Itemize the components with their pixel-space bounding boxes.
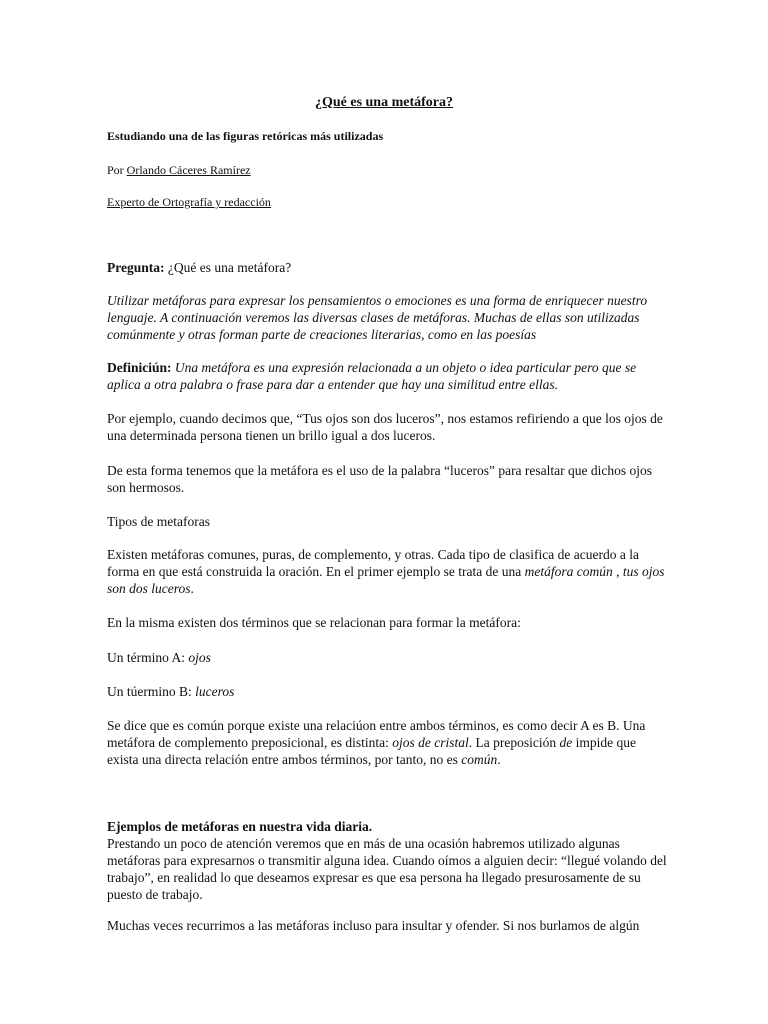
types-paragraph: [107, 546, 667, 597]
types-italic-2: tus ojos son dos luceros: [107, 564, 665, 596]
types-italic-1: metáfora común: [524, 564, 613, 579]
byline: [107, 162, 667, 179]
form-paragraph: De esta forma tenemos que la metáfora es el uso de la palabra “luceros” para resaltar que dichos ojos son hermosos.: [107, 463, 653, 495]
examples-paragraph: Prestando un poco de atención veremos que en más de una ocasión habremos utilizado algunas metáforas para expresarnos o transmitir alguna idea. Cuando oímos a alguien decir: “llegué volando del trabajo”, en realidad lo que deseamos expresar es que esa persona ha llegado presurosamente de su puesto de trabajo.: [107, 836, 667, 902]
common-italic-1: ojos de cristal: [392, 735, 469, 750]
definition-label: Definiciún:: [107, 360, 172, 375]
types-text-2: ,: [612, 564, 623, 579]
term-a-value: ojos: [188, 650, 211, 665]
last-paragraph: Muchas veces recurrimos a las metáforas incluso para insultar y ofender. Si nos burlamos de algún: [107, 918, 640, 933]
types-heading: Tipos de metaforas: [107, 514, 210, 529]
intro-paragraph: Utilizar metáforas para expresar los pensamientos o emociones es una forma de enriquecer nuestro lenguaje. A continuación veremos las diversas clases de metáforas. Muchas de ellas son utilizadas comúnmente y otras forman parte de creaciones literarias, como en las poesías: [107, 293, 648, 342]
term-a: [107, 649, 667, 666]
page-title: ¿Qué es una metáfora?: [314, 95, 454, 110]
common-text-3: impide que exista una directa relación entre ambos términos, por tanto, no es: [107, 735, 637, 767]
common-paragraph: [107, 717, 667, 768]
common-text-2: . La preposición: [468, 735, 560, 750]
term-b-value: luceros: [195, 684, 235, 699]
term-a-label: Un término A:: [107, 650, 189, 665]
byline-prefix: Por: [107, 163, 127, 177]
term-b: [107, 683, 667, 700]
subtitle: Estudiando una de las figuras retóricas más utilizadas: [107, 129, 384, 143]
author-credential: Experto de Ortografía y redacción: [107, 195, 271, 209]
common-text-4: .: [497, 752, 501, 767]
common-italic-2: de: [559, 735, 573, 750]
same-paragraph: En la misma existen dos términos que se relacionan para formar la metáfora:: [107, 615, 521, 630]
term-b-label: Un túermino B:: [107, 684, 196, 699]
question: [107, 259, 667, 276]
common-italic-3: común: [461, 752, 498, 767]
common-text-1: Se dice que es común porque existe una relaciúon entre ambos términos, es como decir A es B. Una metáfora de complemento preposicional, es distinta:: [107, 718, 646, 750]
types-text-1: Existen metáforas comunes, puras, de complemento, y otras. Cada tipo de clasifica de acuerdo a la forma en que está construida la oración. En el primer ejemplo se trata de una: [107, 547, 639, 579]
question-text: ¿Qué es una metáfora?: [164, 260, 292, 275]
example-paragraph: Por ejemplo, cuando decimos que, “Tus ojos son dos luceros”, nos estamos refiriendo a que los ojos de una determinada persona tienen un brillo igual a dos luceros.: [107, 411, 663, 443]
examples-heading: Ejemplos de metáforas en nuestra vida diaria.: [107, 819, 373, 834]
definition-text: Una metáfora es una expresión relacionada a un objeto o idea particular pero que se aplica a otra palabra o frase para dar a entender que hay una similitud entre ellas.: [107, 360, 637, 392]
definition: [107, 359, 667, 393]
author-name: Orlando Cáceres Ramírez: [126, 163, 251, 177]
types-text-3: .: [190, 581, 194, 596]
question-label: Pregunta:: [107, 260, 165, 275]
